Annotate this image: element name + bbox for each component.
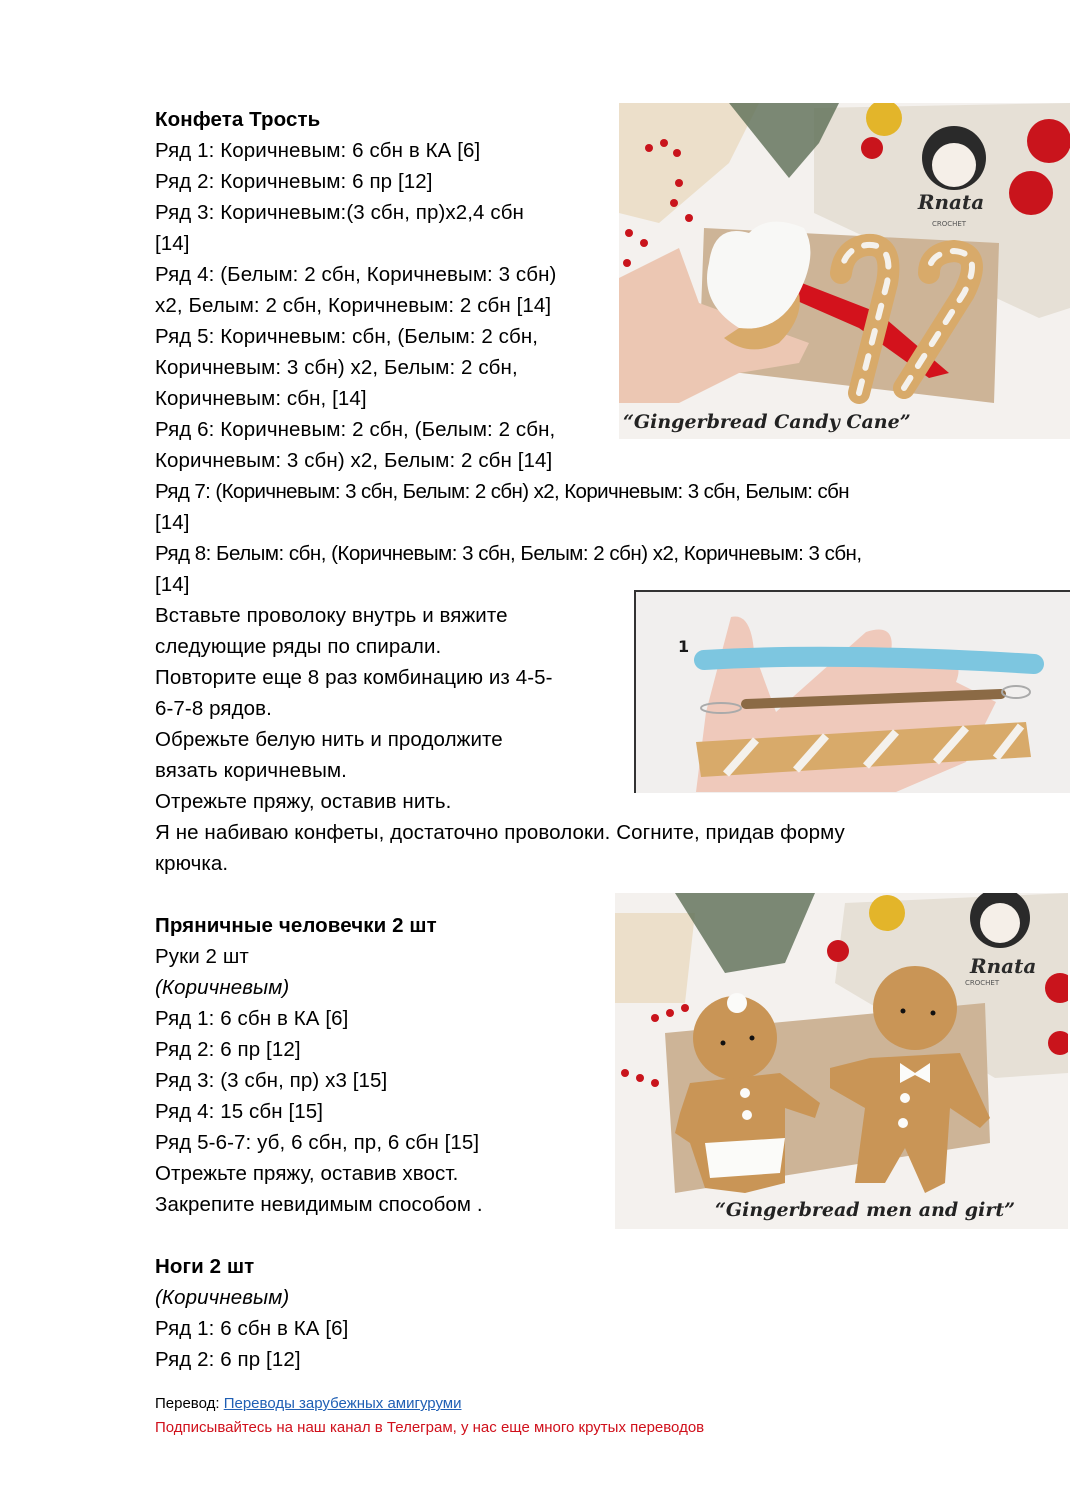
subsection-title-legs: Ноги 2 шт bbox=[155, 1255, 255, 1278]
svg-text:CROCHET: CROCHET bbox=[965, 979, 1000, 987]
pattern-line: Коричневым: 3 сбн) x2, Белым: 2 сбн [14] bbox=[155, 449, 553, 472]
pattern-line: x2, Белым: 2 сбн, Коричневым: 2 сбн [14] bbox=[155, 294, 552, 317]
pattern-line: Коричневым: 3 сбн) x2, Белым: 2 сбн, bbox=[155, 356, 518, 379]
pattern-line: следующие ряды по спирали. bbox=[155, 635, 442, 658]
pattern-line: Ряд 2: Коричневым: 6 пр [12] bbox=[155, 170, 433, 193]
color-note: (Коричневым) bbox=[155, 1286, 290, 1309]
section-title-candy-cane: Конфета Трость bbox=[155, 108, 321, 131]
pattern-line: Ряд 2: 6 пр [12] bbox=[155, 1348, 301, 1371]
candy-cane-photo bbox=[619, 103, 1070, 439]
pattern-line: Ряд 5: Коричневым: сбн, (Белым: 2 сбн, bbox=[155, 325, 539, 348]
pattern-line: Обрежьте белую нить и продолжите bbox=[155, 728, 503, 751]
svg-text:1: 1 bbox=[678, 637, 690, 656]
pattern-line: Ряд 1: Коричневым: 6 сбн в КА [6] bbox=[155, 139, 481, 162]
gingerbread-photo bbox=[615, 893, 1068, 1229]
pattern-line: Ряд 3: Коричневым:(3 сбн, пр)x2,4 сбн bbox=[155, 201, 524, 224]
pattern-line: Коричневым: сбн, [14] bbox=[155, 387, 367, 410]
translation-link[interactable]: Переводы зарубежных амигуруми bbox=[223, 1395, 462, 1412]
pattern-line: Ряд 7: (Коричневым: 3 сбн, Белым: 2 сбн) x2, Коричневым: 3 сбн, Белым: сбн bbox=[155, 480, 849, 503]
translation-label: Перевод: bbox=[155, 1395, 224, 1412]
pattern-line: крючка. bbox=[155, 852, 229, 875]
pattern-line: Ряд 6: Коричневым: 2 сбн, (Белым: 2 сбн, bbox=[155, 418, 556, 441]
pattern-line: [14] bbox=[155, 232, 190, 255]
color-note: (Коричневым) bbox=[155, 976, 290, 999]
svg-text:Rnata: Rnata bbox=[970, 954, 1037, 978]
pattern-line: Ряд 1: 6 сбн в КА [6] bbox=[155, 1007, 349, 1030]
subsection-title-arms: Руки 2 шт bbox=[155, 945, 249, 968]
pattern-line: Повторите еще 8 раз комбинацию из 4-5- bbox=[155, 666, 553, 689]
svg-text:CROCHET: CROCHET bbox=[931, 220, 967, 228]
pattern-line: Ряд 8: Белым: сбн, (Коричневым: 3 сбн, Белым: 2 сбн) x2, Коричневым: 3 сбн, bbox=[155, 542, 862, 565]
translation-credit bbox=[155, 1392, 462, 1416]
pattern-line: Ряд 4: (Белым: 2 сбн, Коричневым: 3 сбн) bbox=[155, 263, 557, 286]
pattern-line: Отрежьте пряжу, оставив хвост. bbox=[155, 1162, 459, 1185]
pattern-line: Ряд 4: 15 сбн [15] bbox=[155, 1100, 324, 1123]
pattern-line: Я не набиваю конфеты, достаточно проволоки. Согните, придав форму bbox=[155, 821, 845, 844]
photo-caption: “Gingerbread men and girt” bbox=[715, 1199, 1016, 1221]
pattern-line: [14] bbox=[155, 573, 190, 596]
pattern-line: 6-7-8 рядов. bbox=[155, 697, 272, 720]
wire-step-illustration bbox=[636, 592, 1070, 793]
pattern-line: Вставьте проволоку внутрь и вяжите bbox=[155, 604, 508, 627]
pattern-line: Закрепите невидимым способом . bbox=[155, 1193, 483, 1216]
svg-text:Rnata: Rnata bbox=[917, 190, 985, 214]
pattern-line: Ряд 1: 6 сбн в КА [6] bbox=[155, 1317, 349, 1340]
pattern-line: [14] bbox=[155, 511, 190, 534]
section-title-gingerbread: Пряничные человечки 2 шт bbox=[155, 914, 437, 937]
candy-cane-illustration bbox=[619, 103, 1070, 439]
wire-step-photo bbox=[634, 590, 1070, 793]
photo-caption: “Gingerbread Candy Cane” bbox=[623, 411, 911, 433]
pattern-line: Ряд 2: 6 пр [12] bbox=[155, 1038, 301, 1061]
subscribe-text: Подписывайтесь на наш канал в Телеграм, у нас еще много крутых переводов bbox=[155, 1419, 705, 1436]
pattern-line: Отрежьте пряжу, оставив нить. bbox=[155, 790, 452, 813]
pattern-line: вязать коричневым. bbox=[155, 759, 347, 782]
gingerbread-illustration bbox=[615, 893, 1068, 1229]
pattern-line: Ряд 5-6-7: уб, 6 сбн, пр, 6 сбн [15] bbox=[155, 1131, 480, 1154]
pattern-line: Ряд 3: (3 сбн, пр) x3 [15] bbox=[155, 1069, 388, 1092]
